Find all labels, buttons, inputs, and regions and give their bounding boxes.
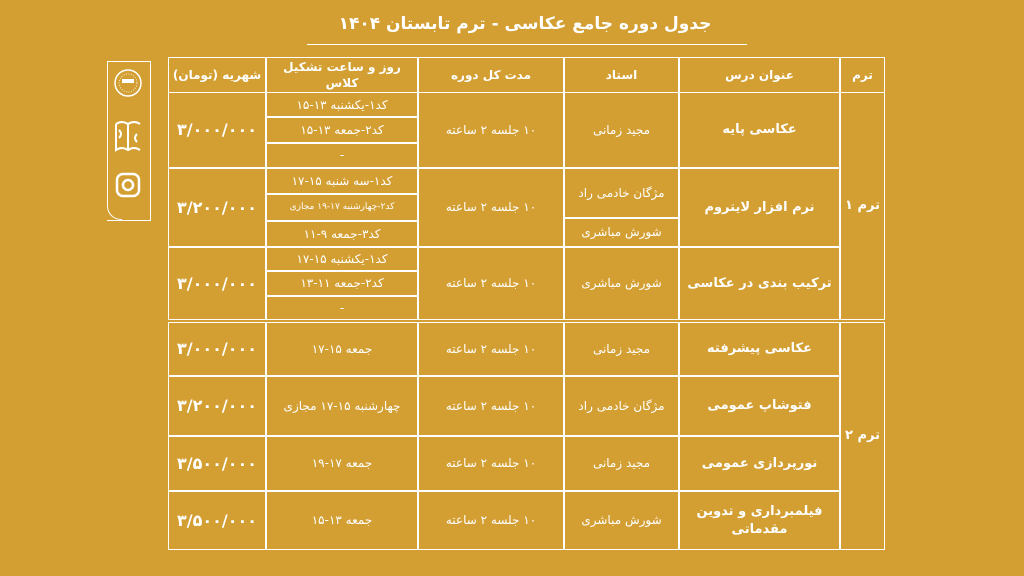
teacher-cell-text: مجید زمانی	[592, 341, 651, 356]
schedule-cell	[266, 322, 418, 376]
logo-panel	[107, 61, 151, 221]
price-cell	[168, 168, 266, 247]
price-cell-text: ۳/۰۰۰/۰۰۰	[176, 120, 258, 140]
price-cell-text: ۳/۵۰۰/۰۰۰	[176, 453, 258, 473]
schedule-cell-text: -	[339, 148, 345, 163]
teacher-cell-text: مژگان خادمی راد	[578, 185, 665, 200]
course-title-cell	[679, 322, 840, 376]
price-cell	[168, 92, 266, 168]
header-schedule-text: روز و ساعت تشکیل کلاس	[283, 59, 401, 90]
course-title-cell	[679, 168, 840, 247]
duration-cell	[418, 247, 564, 320]
teacher-cell-text: شورش مباشری	[581, 276, 662, 291]
price-cell-text: ۳/۲۰۰/۰۰۰	[176, 396, 258, 416]
schedule-cell-text: چهارشنبه ۱۵-۱۷ مجازی	[283, 398, 401, 413]
duration-cell	[418, 491, 564, 550]
teacher-cell-text: شورش مباشری	[581, 513, 662, 528]
course-title-cell	[679, 376, 840, 436]
header-teacher	[564, 57, 679, 93]
schedule-cell-text: کد۱-یکشنبه ۱۵-۱۷	[296, 252, 388, 267]
teacher-cell	[564, 247, 679, 320]
schedule-cell-text: کد۳-جمعه ۹-۱۱	[303, 226, 381, 241]
schedule-cell-text: جمعه ۱۳-۱۵	[311, 513, 373, 528]
price-cell-text: ۳/۵۰۰/۰۰۰	[176, 510, 258, 530]
price-cell	[168, 322, 266, 376]
course-title-cell-text: عکاسی پایه	[722, 122, 797, 138]
teacher-cell-text: مژگان خادمی راد	[578, 398, 665, 413]
header-duration-text: مدت کل دوره	[450, 67, 532, 82]
duration-cell-text: ۱۰ جلسه ۲ ساعته	[445, 513, 537, 528]
schedule-cell	[266, 117, 418, 142]
duration-cell	[418, 436, 564, 491]
schedule-cell-text: کد۲-چهارشنبه ۱۷-۱۹ مجازی	[289, 202, 395, 213]
schedule-cell	[266, 436, 418, 491]
schedule-cell	[266, 376, 418, 436]
schedule-cell-text: جمعه ۱۷-۱۹	[311, 456, 373, 471]
schedule-cell-text: -	[339, 300, 345, 315]
course-title-cell-text: ترکیب بندی در عکاسی	[687, 275, 832, 291]
duration-cell	[418, 376, 564, 436]
header-term	[840, 57, 885, 93]
teacher-cell	[564, 322, 679, 376]
teacher-cell	[564, 376, 679, 436]
header-duration	[418, 57, 564, 93]
duration-cell	[418, 168, 564, 247]
course-title-cell	[679, 247, 840, 320]
course-title-cell-text: فیلمبرداری و تدوین مقدماتی	[696, 503, 823, 537]
institute-logo-icon	[113, 120, 143, 154]
teacher-cell	[564, 491, 679, 550]
duration-cell	[418, 92, 564, 168]
schedule-cell	[266, 194, 418, 220]
teacher-cell	[564, 436, 679, 491]
teacher-cell-text: شورش مباشری	[581, 225, 662, 240]
price-cell-text: ۳/۰۰۰/۰۰۰	[176, 273, 258, 293]
header-teacher-text: استاد	[605, 67, 638, 82]
price-cell	[168, 247, 266, 320]
price-cell-text: ۳/۰۰۰/۰۰۰	[176, 339, 258, 359]
price-cell	[168, 436, 266, 491]
schedule-cell-text: کد۲-جمعه ۱۱-۱۳	[300, 276, 384, 291]
price-cell-text: ۳/۲۰۰/۰۰۰	[176, 197, 258, 217]
schedule-cell-text: کد۱-سه شنبه ۱۵-۱۷	[291, 174, 393, 189]
schedule-cell-text: کد۲-جمعه ۱۳-۱۵	[300, 122, 384, 137]
duration-cell	[418, 322, 564, 376]
teacher-cell	[564, 168, 679, 218]
term-cell-text: ترم ۱	[845, 198, 880, 214]
term-cell	[840, 92, 885, 320]
duration-cell-text: ۱۰ جلسه ۲ ساعته	[445, 276, 537, 291]
schedule-cell-text: کد۱-یکشنبه ۱۳-۱۵	[296, 97, 388, 112]
instagram-icon[interactable]	[115, 172, 141, 198]
schedule-cell	[266, 168, 418, 194]
teacher-cell-text: مجید زمانی	[592, 122, 651, 137]
page-title: جدول دوره جامع عکاسی - ترم تابستان ۱۴۰۴	[338, 14, 712, 34]
header-course	[679, 57, 840, 93]
schedule-cell	[266, 221, 418, 247]
title-underline	[307, 44, 747, 45]
course-title-cell	[679, 92, 840, 168]
header-course-text: عنوان درس	[725, 67, 794, 82]
header-price	[168, 57, 266, 93]
course-title-cell-text: عکاسی پیشرفته	[707, 341, 812, 357]
price-cell	[168, 491, 266, 550]
course-title-cell-text: نرم افزار لایتروم	[704, 199, 815, 215]
duration-cell-text: ۱۰ جلسه ۲ ساعته	[445, 456, 537, 471]
schedule-cell	[266, 491, 418, 550]
header-schedule	[266, 57, 418, 93]
schedule-cell	[266, 143, 418, 168]
course-title-cell-text: فتوشاپ عمومی	[707, 398, 812, 414]
teacher-cell	[564, 92, 679, 168]
schedule-cell	[266, 247, 418, 271]
course-title-cell	[679, 436, 840, 491]
jahad-logo-icon	[113, 68, 143, 98]
schedule-cell-text: جمعه ۱۵-۱۷	[311, 341, 373, 356]
header-price-text: شهریه (تومان)	[172, 67, 262, 82]
duration-cell-text: ۱۰ جلسه ۲ ساعته	[445, 122, 537, 137]
schedule-cell	[266, 296, 418, 320]
teacher-cell	[564, 218, 679, 247]
duration-cell-text: ۱۰ جلسه ۲ ساعته	[445, 398, 537, 413]
duration-cell-text: ۱۰ جلسه ۲ ساعته	[445, 341, 537, 356]
course-title-cell	[679, 491, 840, 550]
schedule-cell	[266, 92, 418, 117]
term-cell-text: ترم ۲	[845, 428, 880, 444]
duration-cell-text: ۱۰ جلسه ۲ ساعته	[445, 200, 537, 215]
term-cell	[840, 322, 885, 550]
teacher-cell-text: مجید زمانی	[592, 456, 651, 471]
price-cell	[168, 376, 266, 436]
header-term-text: ترم	[852, 67, 873, 82]
schedule-cell	[266, 271, 418, 295]
course-title-cell-text: نورپردازی عمومی	[701, 455, 818, 471]
